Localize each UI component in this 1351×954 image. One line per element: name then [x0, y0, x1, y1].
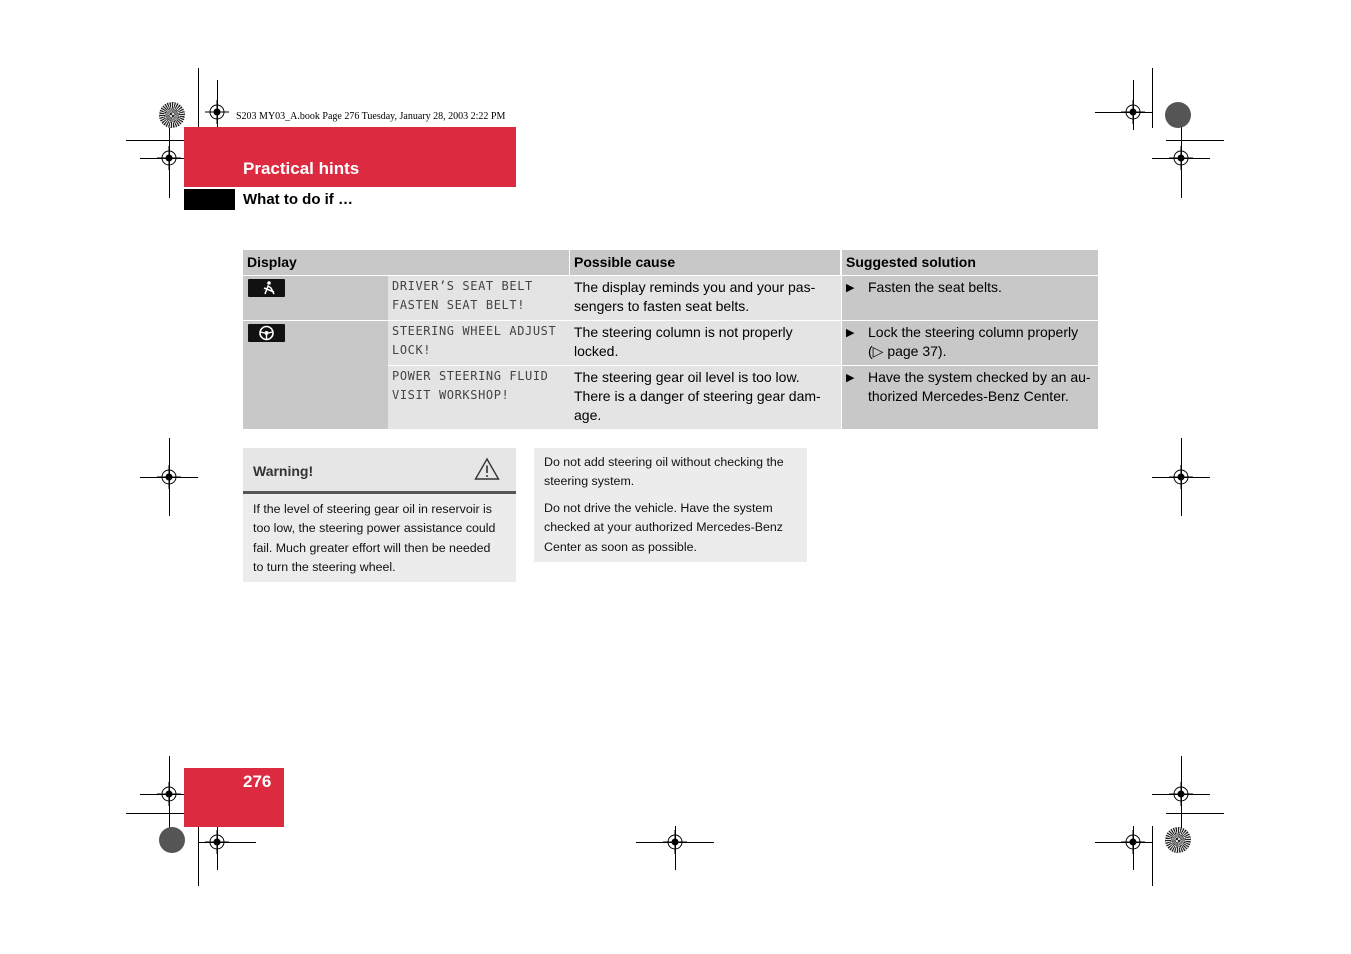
table-header-cause: Possible cause — [570, 250, 840, 275]
solution-text-line: thorized Mercedes-Benz Center. — [868, 388, 1069, 404]
subsection-marker — [184, 189, 235, 210]
warning-text-line: checked at your authorized Mercedes-Benz — [544, 520, 783, 535]
warning-body — [253, 500, 509, 578]
subsection-title: What to do if … — [243, 191, 353, 208]
cause-text-line: locked. — [574, 343, 619, 359]
registration-mark-icon — [205, 830, 229, 854]
bullet-arrow-icon: ▶ — [846, 282, 855, 294]
seat-belt-icon — [248, 279, 285, 297]
gray-patch-target-icon — [1165, 102, 1191, 128]
warning-text-line: too low, the steering power assistance could — [253, 521, 496, 536]
warning-text-line: steering system. — [544, 474, 635, 489]
registration-mark-icon — [1121, 100, 1145, 124]
steering-wheel-icon — [248, 324, 285, 342]
table-header-solution: Suggested solution — [842, 250, 1098, 275]
display-text-line: DRIVER’S SEAT BELT — [392, 279, 533, 293]
solution-text-line: Fasten the seat belts. — [868, 279, 1002, 295]
warning-text-line: If the level of steering gear oil in reservoir is — [253, 502, 492, 516]
gray-patch-target-icon — [159, 827, 185, 853]
registration-mark-icon — [1169, 465, 1193, 489]
warning-triangle-icon — [474, 457, 500, 481]
cause-text-line: There is a danger of steering gear dam- — [574, 388, 821, 404]
warning-text-line: Center as soon as possible. — [544, 539, 697, 554]
warning-title: Warning! — [253, 463, 314, 479]
cause-text-line: The steering gear oil level is too low. — [574, 369, 800, 385]
registration-mark-icon — [157, 146, 181, 170]
solution-text-line: Lock the steering column properly — [868, 324, 1079, 340]
display-text-line: STEERING WHEEL ADJUST — [392, 324, 557, 338]
registration-mark-icon — [157, 465, 181, 489]
warning-paragraph — [544, 499, 802, 557]
bullet-arrow-icon: ▶ — [846, 372, 855, 384]
registration-mark-icon — [1169, 782, 1193, 806]
warning-text-line: to turn the steering wheel. — [253, 560, 396, 575]
page-reference-link[interactable]: (▷ page 37). — [868, 343, 947, 359]
registration-mark-icon — [1169, 146, 1193, 170]
cause-text-line: sengers to fasten seat belts. — [574, 298, 750, 314]
solution-text-line: Have the system checked by an au- — [868, 369, 1091, 385]
starburst-target-icon — [159, 102, 185, 128]
display-text-line: LOCK! — [392, 343, 432, 357]
warning-continuation-box — [534, 448, 807, 562]
starburst-target-icon — [1165, 827, 1191, 853]
display-text-line: FASTEN SEAT BELT! — [392, 298, 526, 312]
warning-text-line: Do not drive the vehicle. Have the system — [544, 500, 773, 515]
bullet-arrow-icon: ▶ — [846, 327, 855, 339]
warning-box — [243, 448, 516, 582]
cause-text-line: The display reminds you and your pas- — [574, 279, 816, 295]
registration-mark-icon — [205, 100, 229, 124]
registration-mark-icon — [1121, 830, 1145, 854]
cause-text-line: The steering column is not properly — [574, 324, 793, 340]
cause-text-line: age. — [574, 407, 602, 423]
table-header-display: Display — [243, 250, 569, 275]
page-number: 276 — [243, 772, 272, 791]
registration-mark-icon — [157, 782, 181, 806]
print-header-line: S203 MY03_A.book Page 276 Tuesday, January 28, 2003 2:22 PM — [236, 111, 506, 122]
display-text-line: VISIT WORKSHOP! — [392, 388, 510, 402]
warning-text-line: fail. Much greater effort will then be needed — [253, 540, 491, 555]
section-title: Practical hints — [243, 159, 360, 178]
warning-paragraph — [544, 453, 802, 492]
display-text-line: POWER STEERING FLUID — [392, 369, 549, 383]
warning-text-line: Do not add steering oil without checking the — [544, 455, 784, 469]
registration-mark-icon — [663, 830, 687, 854]
